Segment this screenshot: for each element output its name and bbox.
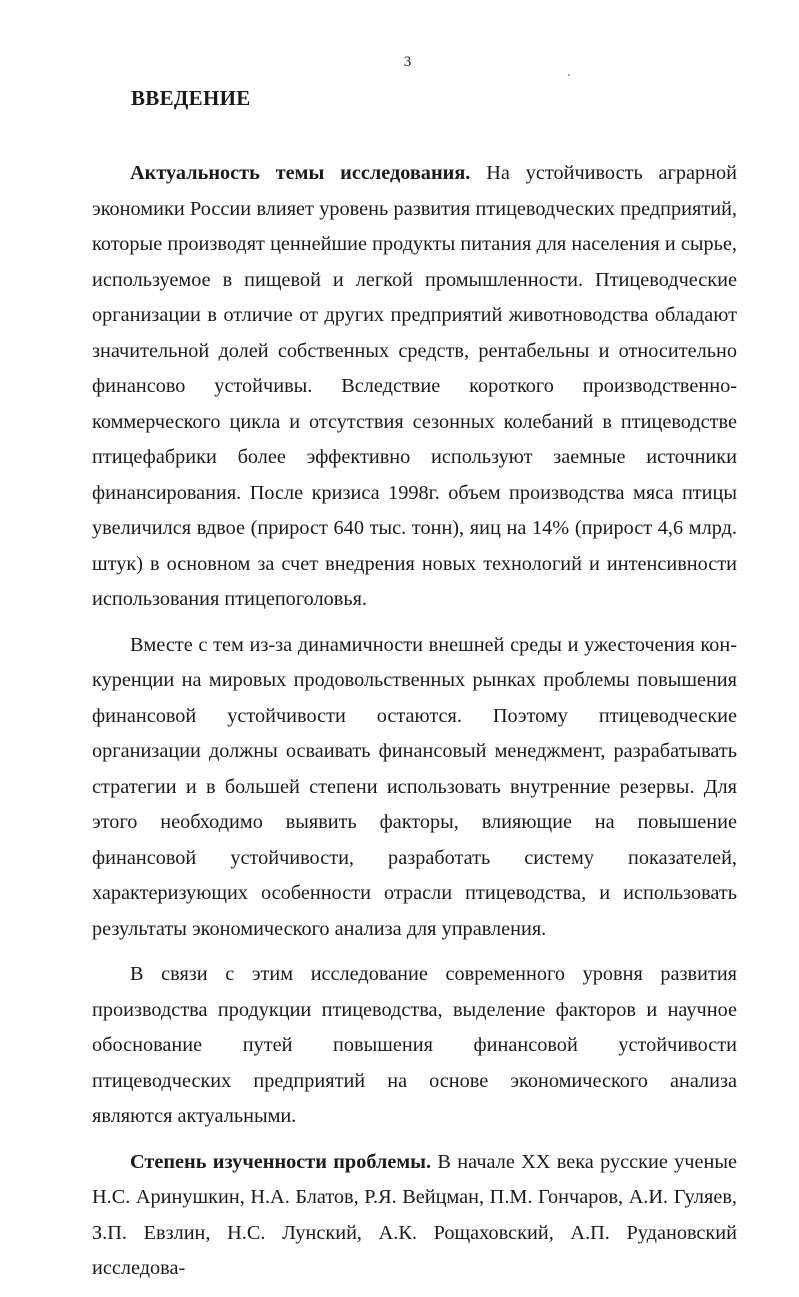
body-text [92,156,737,1297]
paragraph-competition [92,628,737,948]
scan-speck [568,74,570,76]
page-number: 3 [403,54,412,70]
paragraph-relevance [92,156,737,618]
paragraph-text: На устойчивость аграрной экономики России влияет уровень развития птицеводческих предприятий, которые производят ценнейшие продукты питания для населения и сырье, используемое в пищевой и легкой промышленности. Птицеводческие организации в отличие от других предприятий животноводства обладают значительной долей собственных средств, рентабельны и относительно финансово устойчивы. Вследствие короткого производственно-коммерческого цикла и отсутствия сезонных колебаний в птицеводстве птицефабрики более эффективно используют заемные источники финансирования. После кризиса 1998г. объем производства мяса птицы увеличился вдвое (прирост 640 тыс. тонн), яиц на 14% (прирост 4,6 млрд. штук) в основном за счет внедрения новых технологий и интенсивности использования птицепоголовья. [92,162,737,610]
paragraph-text: В начале XX века русские ученые Н.С. Аринушкин, Н.А. Блатов, Р.Я. Вейцман, П.М. Гончаров, А.И. Гуляев, З.П. Евзлин, Н.С. Лунский, А.К. Рощаховский, А.П. Рудановский исследова- [92,1150,737,1279]
paragraph-lead: Степень изученности проблемы. [130,1150,432,1173]
paragraph-text: Вместе с тем из-за динамичности внешней среды и ужесточения конкуренции на мировых продовольственных рынках проблемы повышения финансовой устойчивости остаются. Поэтому птицеводческие организации должны осваивать финансовый менеджмент, разрабатывать стратегии и в большей степени использовать внутренние резервы. Для этого необходимо выявить факторы, влияющие на повышение финансовой устойчивости, разработать систему показателей, характеризующих особенности отрасли птицеводства, и использовать результаты экономического анализа для управления. [92,633,737,940]
paragraph-text: В связи с этим исследование современного уровня развития производства продукции птицеводства, выделение факторов и научное обоснование путей повышения финансовой устойчивости птицеводческих предприятий на основе экономического анализа являются актуальными. [92,963,737,1127]
paragraph-conclusion [92,957,737,1135]
paragraph-research-degree [92,1145,737,1287]
paragraph-lead: Актуальность темы исследования. [130,162,471,184]
page-title: ВВЕДЕНИЕ [131,86,251,110]
